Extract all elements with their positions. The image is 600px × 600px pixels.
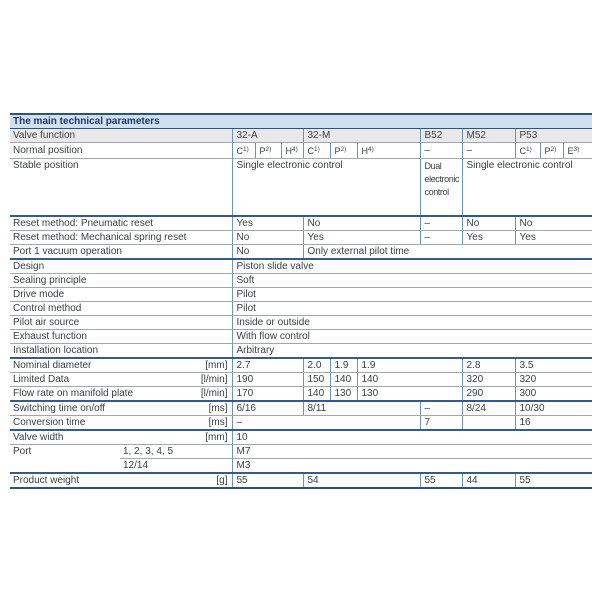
param-label-switching-time: [10, 401, 232, 416]
table-row-nominal-diameter: [10, 358, 592, 373]
table-row-design: [10, 259, 592, 274]
cell-stable-m52-p53: Single electronic control: [462, 159, 592, 216]
param-label-text: Flow rate on manifold plate: [13, 387, 134, 399]
table-row-normal-position: [10, 143, 592, 159]
cell-fr-p53: 300: [515, 386, 592, 401]
cell-reset-pneu-32m: No: [303, 216, 420, 231]
cell-stable-b52: Dual electronic control: [420, 159, 462, 216]
cell-nd-m52: 2.8: [462, 358, 515, 373]
cell-st-p53: 10/30: [515, 401, 592, 416]
valve-code: E: [567, 146, 574, 156]
table-row-sealing: [10, 273, 592, 287]
unit-label: [l/min]: [200, 387, 228, 399]
cell-reset-pneu-m52: No: [462, 216, 515, 231]
param-label-product-weight: [10, 473, 232, 488]
valve-code: C: [519, 146, 526, 156]
param-label-valve-function: Valve function: [10, 129, 232, 143]
cell-np-m1: [303, 143, 330, 159]
cell-ld-m1: 150: [303, 372, 330, 386]
table-row-title: [10, 114, 592, 129]
table-row-pilot-air: [10, 315, 592, 329]
cell-pw-32m: 54: [303, 473, 420, 488]
cell-nd-p53: 3.5: [515, 358, 592, 373]
cell-exhaust-value: With flow control: [232, 329, 592, 343]
param-label-valve-width: [10, 430, 232, 445]
port-sub-label-2: 12/14: [120, 458, 232, 473]
table-row-valve-width: [10, 430, 592, 445]
column-header-m52: M52: [462, 129, 515, 143]
param-label-text: Product weight: [13, 474, 80, 486]
table-row-vacuum: [10, 244, 592, 259]
cell-design-value: Piston slide valve: [232, 259, 592, 274]
column-header-32m: 32-M: [303, 129, 420, 143]
port-sub-label-1: 1, 2, 3, 4, 5: [120, 444, 232, 458]
parameters-table: [10, 113, 592, 489]
table-row-stable-position: [10, 159, 592, 216]
cell-ld-32a: 190: [232, 372, 303, 386]
cell-pw-m52: 44: [462, 473, 515, 488]
cell-np-a2: [255, 143, 281, 159]
param-label-vacuum: Port 1 vacuum operation: [10, 244, 232, 259]
cell-fr-m52: 290: [462, 386, 515, 401]
cell-np-m2: [330, 143, 357, 159]
cell-reset-pneu-32a: Yes: [232, 216, 303, 231]
cell-reset-spring-m52: Yes: [462, 230, 515, 244]
param-label-installation: Installation location: [10, 343, 232, 358]
cell-np-m3: [357, 143, 420, 159]
cell-fr-m3-b52: 130: [357, 386, 462, 401]
unit-label: [mm]: [205, 431, 228, 443]
table-row-drive-mode: [10, 287, 592, 301]
footnote-marker: 2): [550, 146, 557, 153]
param-label-limited-data: [10, 372, 232, 386]
cell-ld-m3-b52: 140: [357, 372, 462, 386]
param-label-conversion-time: [10, 415, 232, 430]
cell-reset-spring-b52: –: [420, 230, 462, 244]
cell-port-2-value: M3: [232, 458, 592, 473]
valve-code: P: [334, 146, 341, 156]
unit-label: [ms]: [208, 416, 228, 428]
param-label-text: Limited Data: [13, 373, 70, 385]
table-row-control-method: [10, 301, 592, 315]
footnote-marker: 2): [265, 146, 272, 153]
param-label-normal-position: Normal position: [10, 143, 232, 159]
table-row-conversion-time: [10, 415, 592, 430]
valve-code: C: [307, 146, 314, 156]
cell-fr-m2: 130: [330, 386, 357, 401]
cell-np-a1: [232, 143, 255, 159]
param-label-reset-spring: Reset method: Mechanical spring reset: [10, 230, 232, 244]
param-label-text: Valve width: [13, 431, 64, 443]
param-label-text: Switching time on/off: [13, 402, 106, 414]
cell-stable-32a-32m: Single electronic control: [232, 159, 420, 216]
param-label-text: Nominal diameter: [13, 359, 92, 371]
footnote-marker: 2): [340, 146, 347, 153]
footnote-marker: 3): [573, 146, 580, 153]
valve-code: C: [236, 146, 243, 156]
cell-reset-spring-p53: Yes: [515, 230, 592, 244]
table-row-switching-time: [10, 401, 592, 416]
param-label-control-method: Control method: [10, 301, 232, 315]
cell-ld-p53: 320: [515, 372, 592, 386]
footnote-marker: 1): [526, 146, 532, 153]
cell-ct-b52: 7: [420, 415, 462, 430]
cell-valve-width-value: 10: [232, 430, 592, 445]
cell-control-method-value: Pilot: [232, 301, 592, 315]
cell-drive-mode-value: Pilot: [232, 287, 592, 301]
unit-label: [mm]: [205, 359, 228, 371]
cell-np-p2: [540, 143, 563, 159]
cell-fr-m1: 140: [303, 386, 330, 401]
cell-np-b52: –: [420, 143, 462, 159]
cell-st-32m: 8/11: [303, 401, 420, 416]
valve-code: H: [285, 146, 292, 156]
column-header-p53: P53: [515, 129, 592, 143]
cell-reset-spring-32a: No: [232, 230, 303, 244]
table-row-product-weight: [10, 473, 592, 488]
unit-label: [ms]: [208, 402, 228, 414]
unit-label: [l/min]: [200, 373, 228, 385]
cell-nd-m3-b52: 1.9: [357, 358, 462, 373]
cell-np-p3: [563, 143, 592, 159]
technical-parameters-table: [10, 113, 592, 489]
cell-installation-value: Arbitrary: [232, 343, 592, 358]
footnote-marker: 4): [368, 146, 374, 153]
cell-ct-p53: 16: [515, 415, 592, 430]
cell-st-m52: 8/24: [462, 401, 515, 416]
valve-code: H: [361, 146, 368, 156]
cell-vacuum-rest: Only external pilot time: [303, 244, 592, 259]
param-label-pilot-air: Pilot air source: [10, 315, 232, 329]
table-row-installation: [10, 343, 592, 358]
cell-port-1-value: M7: [232, 444, 592, 458]
unit-label: [g]: [216, 474, 228, 486]
param-label-nominal-diameter: [10, 358, 232, 373]
cell-reset-pneu-b52: –: [420, 216, 462, 231]
footnote-marker: 1): [243, 146, 249, 153]
cell-nd-m1: 2.0: [303, 358, 330, 373]
cell-np-m52: –: [462, 143, 515, 159]
table-row-exhaust: [10, 329, 592, 343]
param-label-stable-position: Stable position: [10, 159, 232, 216]
table-title: The main technical parameters: [10, 114, 592, 129]
cell-ct-m52: [462, 415, 515, 430]
cell-ct-32a-32m: –: [232, 415, 420, 430]
table-row-port-1: [10, 444, 592, 458]
cell-sealing-value: Soft: [232, 273, 592, 287]
cell-vacuum-32a: No: [232, 244, 303, 259]
valve-code: P: [544, 146, 551, 156]
cell-reset-spring-32m: Yes: [303, 230, 420, 244]
param-label-design: Design: [10, 259, 232, 274]
param-label-drive-mode: Drive mode: [10, 287, 232, 301]
table-row-limited-data: [10, 372, 592, 386]
footnote-marker: 4): [292, 146, 298, 153]
cell-pilot-air-value: Inside or outside: [232, 315, 592, 329]
column-header-b52: B52: [420, 129, 462, 143]
valve-code: P: [259, 146, 266, 156]
param-label-exhaust: Exhaust function: [10, 329, 232, 343]
table-row-reset-pneumatic: [10, 216, 592, 231]
cell-nd-m2: 1.9: [330, 358, 357, 373]
table-row-flow-rate: [10, 386, 592, 401]
cell-pw-b52: 55: [420, 473, 462, 488]
cell-reset-pneu-p53: No: [515, 216, 592, 231]
cell-st-32a: 6/16: [232, 401, 303, 416]
table-row-valve-function: [10, 129, 592, 143]
footnote-marker: 1): [314, 146, 320, 153]
cell-nd-32a: 2.7: [232, 358, 303, 373]
cell-ld-m52: 320: [462, 372, 515, 386]
param-label-flow-rate: [10, 386, 232, 401]
param-label-sealing: Sealing principle: [10, 273, 232, 287]
cell-np-a3: [281, 143, 303, 159]
cell-fr-32a: 170: [232, 386, 303, 401]
param-label-text: Conversion time: [13, 416, 86, 428]
table-row-reset-spring: [10, 230, 592, 244]
cell-np-p1: [515, 143, 540, 159]
cell-pw-p53: 55: [515, 473, 592, 488]
param-label-port: Port: [13, 445, 32, 457]
column-header-32a: 32-A: [232, 129, 303, 143]
cell-ld-m2: 140: [330, 372, 357, 386]
param-label-reset-pneumatic: Reset method: Pneumatic reset: [10, 216, 232, 231]
cell-st-b52: –: [420, 401, 462, 416]
cell-pw-32a: 55: [232, 473, 303, 488]
